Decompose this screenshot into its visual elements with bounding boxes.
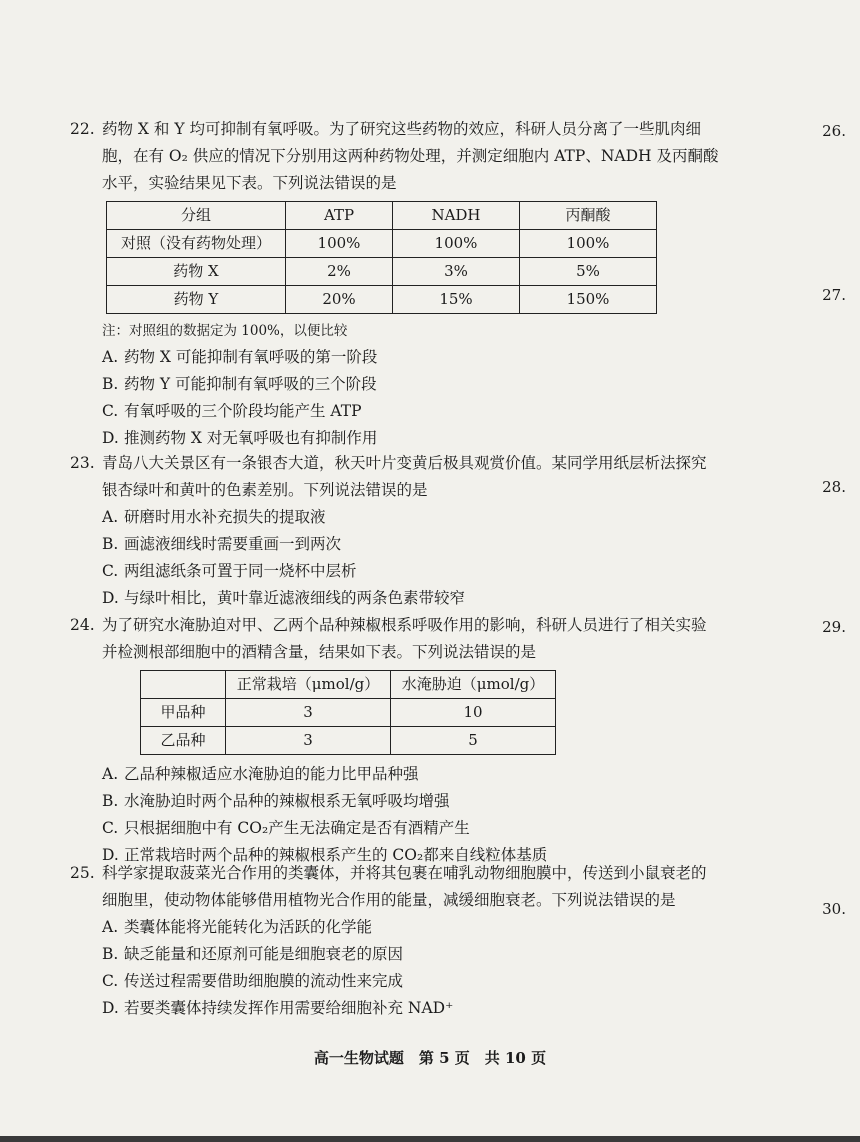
scan-edge [0,1136,860,1142]
option-d [70,425,760,452]
table-cell: 20% [286,286,393,314]
option-c [70,558,760,585]
next-page-question-number: 29. [822,618,846,636]
option-text: 缺乏能量和还原剂可能是细胞衰老的原因 [124,945,404,963]
option-letter: D. [102,846,119,864]
option-c [70,968,760,995]
table-cell: 10 [391,699,556,727]
option-text: 药物 X 可能抑制有氧呼吸的第一阶段 [124,348,378,366]
table-row [141,699,556,727]
question-stem-line: 科学家提取菠菜光合作用的类囊体，并将其包裹在哺乳动物细胞膜中，传送到小鼠衰老的 [102,864,707,882]
question-stem-line: 青岛八大关景区有一条银杏大道，秋天叶片变黄后极具观赏价值。某同学用纸层析法探究 [102,454,707,472]
table-row [141,727,556,755]
table-header: 正常栽培（μmol/g） [226,671,391,699]
option-b [70,371,760,398]
table-cell: 5 [391,727,556,755]
question-number: 24. [70,616,95,634]
question-22 [70,116,760,452]
table-cell: 100% [286,230,393,258]
alcohol-table [140,670,556,755]
option-letter: A. [102,918,119,936]
table-cell: 甲品种 [141,699,226,727]
option-letter: C. [102,562,119,580]
option-b [70,531,760,558]
option-letter: A. [102,348,119,366]
option-letter: B. [102,375,119,393]
question-stem-line: 胞，在有 O₂ 供应的情况下分别用这两种药物处理，并测定细胞内 ATP、NADH 及丙酮酸 [102,147,719,165]
table-cell: 3% [393,258,520,286]
option-c [70,398,760,425]
option-letter: A. [102,508,119,526]
table-header-row [141,671,556,699]
option-text: 水淹胁迫时两个品种的辣椒根系无氧呼吸均增强 [124,792,450,810]
option-text: 正常栽培时两个品种的辣椒根系产生的 CO₂都来自线粒体基质 [124,846,548,864]
option-text: 只根据细胞中有 CO₂产生无法确定是否有酒精产生 [124,819,470,837]
option-letter: C. [102,402,119,420]
table-header: 分组 [107,202,286,230]
question-number: 25. [70,864,95,882]
question-stem-line: 细胞里，使动物体能够借用植物光合作用的能量，减缓细胞衰老。下列说法错误的是 [102,891,676,909]
next-page-question-number: 28. [822,478,846,496]
option-letter: D. [102,429,119,447]
table-cell: 15% [393,286,520,314]
option-letter: B. [102,792,119,810]
table-cell: 药物 Y [107,286,286,314]
table-row [107,230,657,258]
table-cell: 乙品种 [141,727,226,755]
option-c [70,815,760,842]
table-cell: 100% [520,230,657,258]
option-text: 类囊体能将光能转化为活跃的化学能 [124,918,373,936]
option-text: 传送过程需要借助细胞膜的流动性来完成 [124,972,404,990]
table-header: 丙酮酸 [520,202,657,230]
table-note: 注：对照组的数据定为 100%，以便比较 [102,323,348,339]
option-d [70,995,760,1022]
next-page-question-number: 30. [822,900,846,918]
option-letter: D. [102,999,119,1017]
table-cell: 5% [520,258,657,286]
table-header [141,671,226,699]
table-cell: 3 [226,727,391,755]
option-text: 药物 Y 可能抑制有氧呼吸的三个阶段 [124,375,377,393]
table-header: 水淹胁迫（μmol/g） [391,671,556,699]
option-a [70,504,760,531]
option-text: 画滤液细线时需要重画一到两次 [124,535,342,553]
table-cell: 3 [226,699,391,727]
option-a [70,761,760,788]
option-a [70,914,760,941]
question-25 [70,860,760,1022]
option-letter: B. [102,535,119,553]
question-24 [70,612,760,869]
results-table [106,201,657,314]
option-b [70,941,760,968]
question-stem-line: 水平，实验结果见下表。下列说法错误的是 [102,174,397,192]
table-cell: 150% [520,286,657,314]
next-page-question-number: 27. [822,286,846,304]
option-text: 若要类囊体持续发挥作用需要给细胞补充 NAD⁺ [124,999,454,1017]
option-b [70,788,760,815]
page-footer: 高一生物试题 第 5 页 共 10 页 [313,1049,547,1067]
question-stem-line: 为了研究水淹胁迫对甲、乙两个品种辣椒根系呼吸作用的影响，科研人员进行了相关实验 [102,616,707,634]
option-text: 有氧呼吸的三个阶段均能产生 ATP [124,402,362,420]
option-letter: C. [102,972,119,990]
option-text: 研磨时用水补充损失的提取液 [124,508,326,526]
table-row [107,286,657,314]
table-header: NADH [393,202,520,230]
table-cell: 对照（没有药物处理） [107,230,286,258]
option-text: 乙品种辣椒适应水淹胁迫的能力比甲品种强 [124,765,419,783]
option-letter: C. [102,819,119,837]
option-letter: D. [102,589,119,607]
table-cell: 2% [286,258,393,286]
table-cell: 100% [393,230,520,258]
table-row [107,258,657,286]
option-text: 与绿叶相比，黄叶靠近滤液细线的两条色素带较窄 [124,589,466,607]
question-stem-line: 并检测根部细胞中的酒精含量，结果如下表。下列说法错误的是 [102,643,537,661]
question-stem-line: 银杏绿叶和黄叶的色素差别。下列说法错误的是 [102,481,428,499]
option-a [70,344,760,371]
table-header-row [107,202,657,230]
question-stem-line: 药物 X 和 Y 均可抑制有氧呼吸。为了研究这些药物的效应，科研人员分离了一些肌肉细 [102,120,701,138]
option-letter: B. [102,945,119,963]
option-letter: A. [102,765,119,783]
question-number: 22. [70,120,95,138]
table-cell: 药物 X [107,258,286,286]
option-d [70,585,760,612]
question-number: 23. [70,454,95,472]
option-text: 推测药物 X 对无氧呼吸也有抑制作用 [124,429,378,447]
next-page-question-number: 26. [822,122,846,140]
question-23 [70,450,760,612]
table-header: ATP [286,202,393,230]
option-text: 两组滤纸条可置于同一烧杯中层析 [124,562,357,580]
